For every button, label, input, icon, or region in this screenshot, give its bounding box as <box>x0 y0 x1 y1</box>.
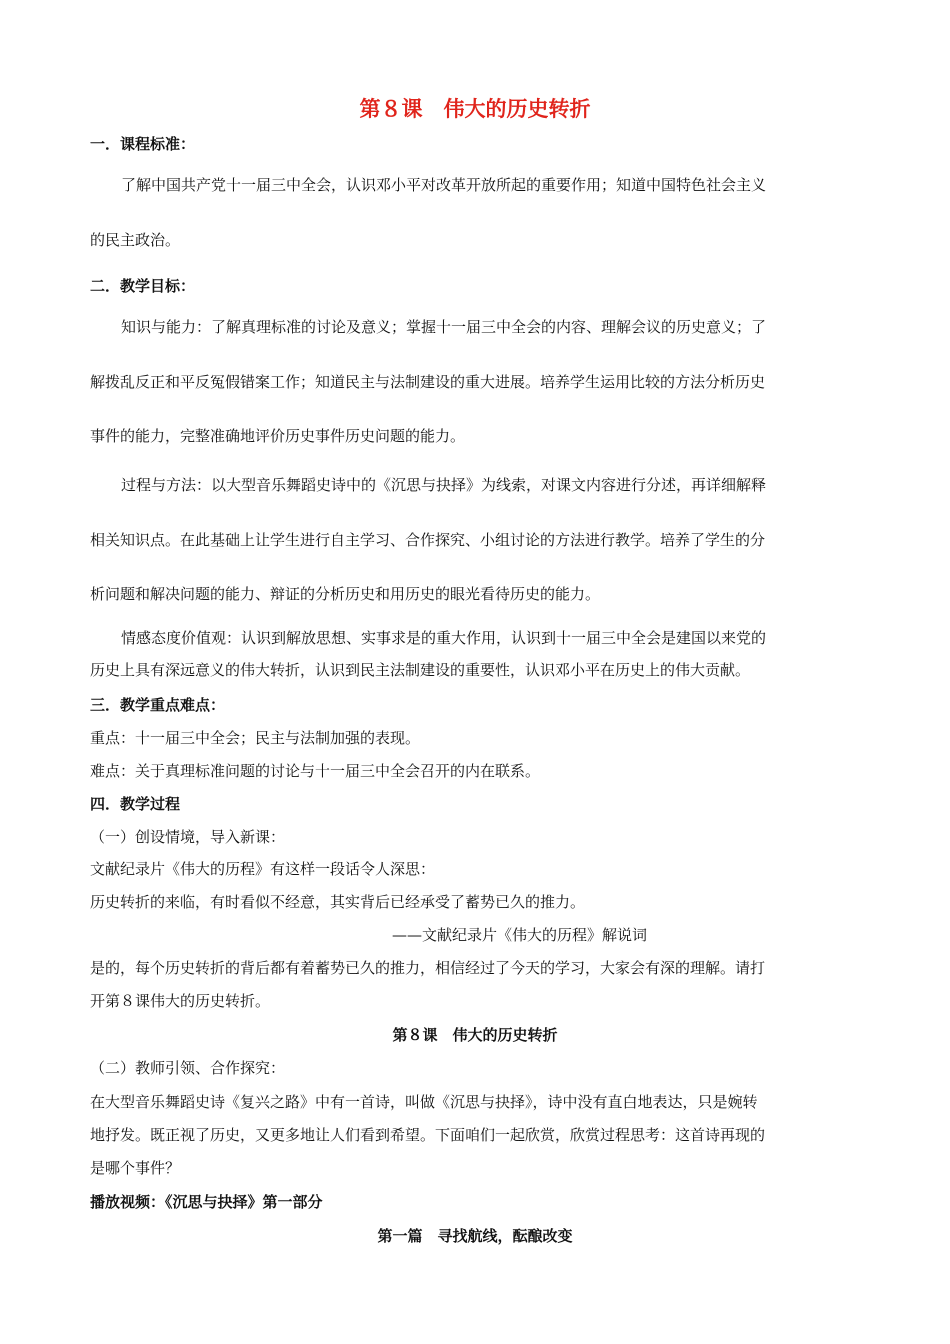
poem-intro-line-1: 在大型音乐舞蹈史诗《复兴之路》中有一首诗，叫做《沉思与抉择》，诗中没有直白地表达，只是婉转 <box>90 1093 758 1111</box>
curriculum-line-2: 的民主政治。 <box>90 231 181 249</box>
transition-line-1: 是的，每个历史转折的背后都有着蓄势已久的推力，相信经过了今天的学习，大家会有深的理解。请打 <box>90 959 766 977</box>
goal-knowledge-line-1: 知识与能力：了解真理标准的讨论及意义；掌握十一届三中全会的内容、理解会议的历史意义；了 <box>121 318 767 336</box>
intro-line: 文献纪录片《伟大的历程》有这样一段话令人深思： <box>90 860 436 878</box>
board-title: 第８课 伟大的历史转折 <box>392 1026 558 1044</box>
goal-knowledge-line-2: 解拨乱反正和平反冤假错案工作；知道民主与法制建设的重大进展。培养学生运用比较的方法分析历史 <box>90 373 766 391</box>
play-video-line: 播放视频：《沉思与抉择》第一部分 <box>90 1193 323 1211</box>
section-3-heading: 三．教学重点难点： <box>90 696 226 714</box>
goal-process-line-1: 过程与方法：以大型音乐舞蹈史诗中的《沉思与抉择》为线索，对课文内容进行分述，再详细解释 <box>121 476 767 494</box>
subsection-2-heading: （二）教师引领、合作探究： <box>90 1059 286 1077</box>
chapter-heading: 第一篇 寻找航线，酝酿改变 <box>377 1227 573 1245</box>
goal-knowledge-line-3: 事件的能力，完整准确地评价历史事件历史问题的能力。 <box>90 427 466 445</box>
quote-source: ——文献纪录片《伟大的历程》解说词 <box>392 926 648 944</box>
section-4-heading: 四．教学过程 <box>90 795 181 813</box>
subsection-1-heading: （一）创设情境，导入新课： <box>90 828 286 846</box>
difficult-point: 难点：关于真理标准问题的讨论与十一届三中全会召开的内在联系。 <box>90 762 541 780</box>
curriculum-line-1: 了解中国共产党十一届三中全会，认识邓小平对改革开放所起的重要作用；知道中国特色社会主义 <box>121 176 767 194</box>
goal-process-line-3: 析问题和解决问题的能力、辩证的分析历史和用历史的眼光看待历史的能力。 <box>90 585 601 603</box>
section-1-heading: 一．课程标准： <box>90 135 196 153</box>
poem-intro-line-2: 地抒发。既正视了历史，又更多地让人们看到希望。下面咱们一起欣赏，欣赏过程思考：这首诗再现的 <box>90 1126 766 1144</box>
goal-process-line-2: 相关知识点。在此基础上让学生进行自主学习、合作探究、小组讨论的方法进行教学。培养了学生的分 <box>90 531 766 549</box>
poem-intro-line-3: 是哪个事件？ <box>90 1159 181 1177</box>
goal-emotion-line-2: 历史上具有深远意义的伟大转折，认识到民主法制建设的重要性，认识邓小平在历史上的伟大贡献。 <box>90 661 751 679</box>
goal-emotion-line-1: 情感态度价值观：认识到解放思想、实事求是的重大作用，认识到十一届三中全会是建国以来党的 <box>121 629 767 647</box>
section-2-heading: 二．教学目标： <box>90 277 196 295</box>
lesson-title: 第８课 伟大的历史转折 <box>359 96 591 121</box>
transition-line-2: 开第８课伟大的历史转折。 <box>90 992 271 1010</box>
key-point: 重点：十一届三中全会；民主与法制加强的表现。 <box>90 729 421 747</box>
quote-line: 历史转折的来临，有时看似不经意，其实背后已经承受了蓄势已久的推力。 <box>90 893 586 911</box>
